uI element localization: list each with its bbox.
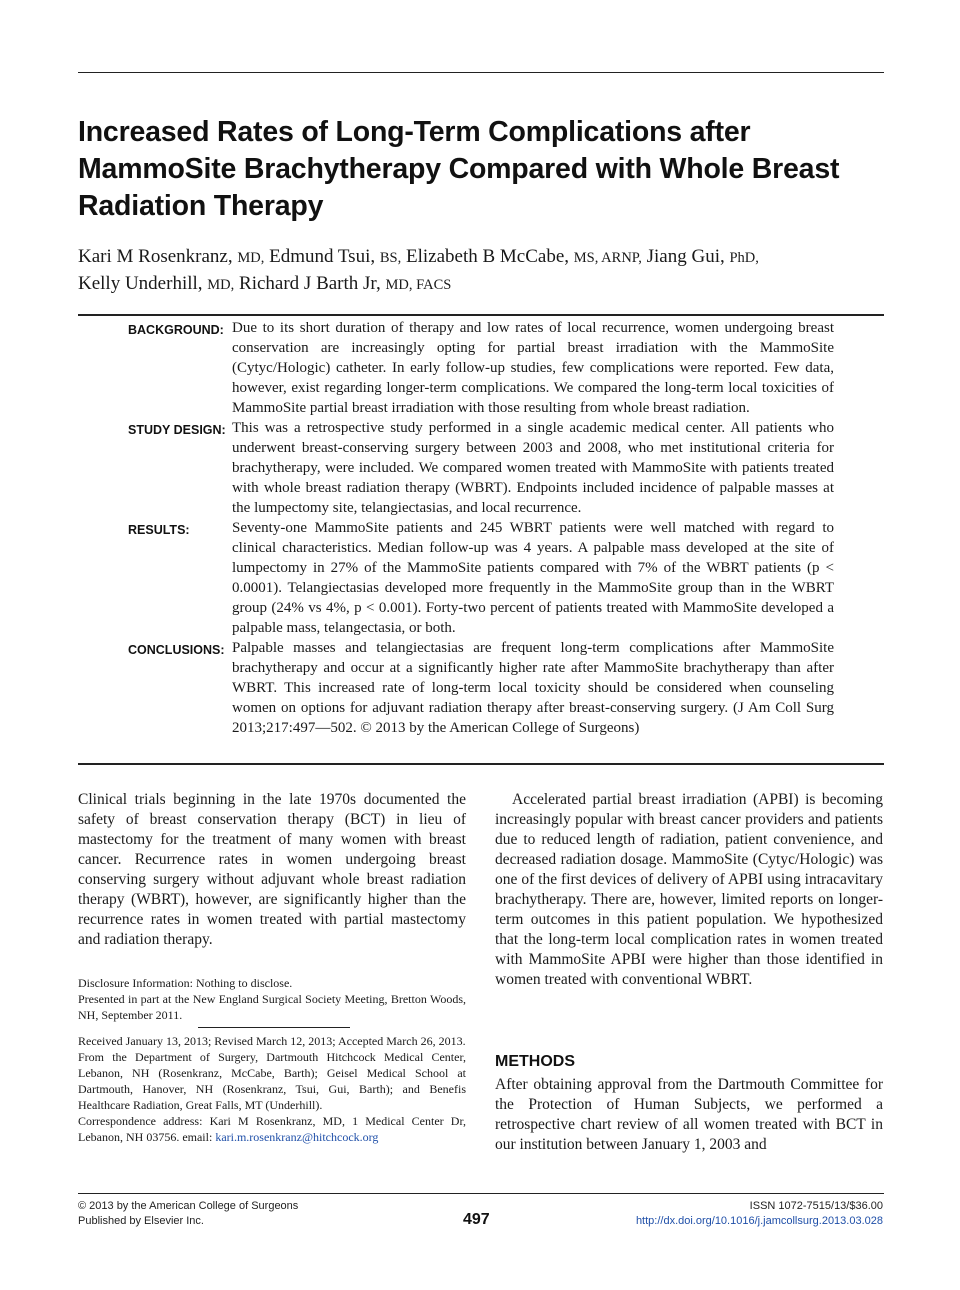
- methods-heading: METHODS: [495, 1053, 575, 1070]
- abstract-label: BACKGROUND:: [128, 323, 224, 337]
- correspondence: [78, 1113, 466, 1145]
- abstract-text: Palpable masses and telangiectasias are frequent long-term complications after MammoSite brachytherapy and occur at a significantly higher rate after MammoSite brachytherapy than after WBRT. This increased rate of long-term local toxicity should be considered when counseling women on options for adjuvant radiation therapy after breast-conserving surgery. (J Am Coll Surg 2013;217:497—502. © 2013 by the American College of Surgeons): [232, 640, 834, 736]
- author-degree: PhD,: [729, 250, 759, 266]
- author-degree: MD, FACS: [385, 277, 452, 293]
- affiliations: From the Department of Surgery, Dartmouth Hitchcock Medical Center, Lebanon, NH (Rosenkranz, McCabe, Barth); Geisel Medical School at Dartmouth, Hanover, NH (Rosenkranz, Tsui, Gui, Barth); and Benefis Healthcare Radiation, Great Falls, MT (Underhill).: [78, 1050, 466, 1112]
- abstract-section-conclusions: [78, 638, 884, 738]
- footer-rule: [78, 1193, 884, 1194]
- abstract-section-results: [78, 518, 884, 638]
- abstract-text: This was a retrospective study performed in a single academic medical center. All patients who underwent breast-conserving surgery between 2003 and 2008, who met institutional criteria for brachytherapy, were included. We compared women treated with MammoSite with patients treated with whole breast radiation therapy (WBRT). Endpoints included incidence of palpable masses at the lumpectomy site, telangiectasias, and local recurrence.: [232, 420, 834, 516]
- author-degree: MD,: [237, 250, 265, 266]
- abstract-text: Seventy-one MammoSite patients and 245 WBRT patients were well matched with regard to clinical characteristics. Median follow-up was 4 years. A palpable mass developed at the site of lumpectomy in 27% of the MammoSite patients compared with 7% of the WBRT patients (p < 0.0001). Telangiectasias developed more frequently in the MammoSite group than in the WBRT group (24% vs 4%, p < 0.001). Forty-two percent of patients treated with MammoSite developed a palpable mass, telangectasia, or both.: [232, 520, 834, 636]
- disclosure-notes: [78, 975, 466, 1023]
- abstract-label: CONCLUSIONS:: [128, 643, 225, 657]
- notes-divider: [198, 1027, 350, 1028]
- author-name: Jiang Gui,: [646, 246, 725, 267]
- abstract-label: STUDY DESIGN:: [128, 423, 226, 437]
- intro-paragraph: Accelerated partial breast irradiation (APBI) is becoming increasingly popular with breast cancer providers and patients due to reduced length of radiation, patient convenience, and decreased radiation dosage. MammoSite (Cytyc/Hologic) was one of the first devices of delivery of APBI using intracavitary brachytherapy. There are, however, limited reports on longer-term outcomes in this patient population. We hypothesized that the long-term local complication rates in women treated with MammoSite APBI were higher than those identified in women treated with conventional WBRT.: [495, 791, 883, 988]
- author-name: Kari M Rosenkranz,: [78, 246, 233, 267]
- author-name: Elizabeth B McCabe,: [405, 246, 570, 267]
- abstract-text: Due to its short duration of therapy and low rates of local recurrence, women undergoing breast conservation are increasingly opting for partial breast irradiation with the MammoSite (Cytyc/Hologic) catheter. In early follow-up studies, few complications were reported. Few data, however, exist regarding longer-term complications. We compared the long-term local toxicities of MammoSite partial breast irradiation with those resulting from whole breast radiation.: [232, 320, 834, 416]
- author-degree: BS,: [379, 250, 402, 266]
- article-notes: [78, 1033, 466, 1145]
- intro-left-column: [78, 790, 466, 950]
- author-degree: MS, ARNP,: [573, 250, 642, 266]
- abstract-label: RESULTS:: [128, 523, 190, 537]
- disclosure-info: Disclosure Information: Nothing to disclose.: [78, 976, 293, 990]
- methods-paragraph: After obtaining approval from the Dartmouth Committee for the Protection of Human Subjects, we performed a retrospective chart review of all women treated with BCT in our institution between January 1, 2003 and: [495, 1076, 883, 1153]
- intro-paragraph: Clinical trials beginning in the late 1970s documented the safety of breast conservation therapy (BCT) in lieu of mastectomy for the treatment of many women with breast cancer. Recurrence rates in women undergoing breast conserving surgery without adjuvant whole breast radiation therapy (WBRT), however, are significantly higher than the recurrence rates in women treated with partial mastectomy and radiation therapy.: [78, 791, 466, 948]
- author-degree: MD,: [207, 277, 235, 293]
- doi-link[interactable]: http://dx.doi.org/10.1016/j.jamcollsurg.2013.03.028: [635, 1215, 883, 1227]
- methods-column: [495, 1075, 883, 1155]
- footer-left: [78, 1199, 298, 1229]
- correspondence-text: Correspondence address: Kari M Rosenkranz, MD, 1 Medical Center Dr, Lebanon, NH 03756. email:: [78, 1114, 466, 1144]
- received-dates: Received January 13, 2013; Revised March 12, 2013; Accepted March 26, 2013.: [78, 1034, 466, 1048]
- author-name: Edmund Tsui,: [269, 246, 376, 267]
- abstract-top-rule: [78, 314, 884, 316]
- page-number: 497: [463, 1211, 490, 1228]
- presented-note: Presented in part at the New England Surgical Society Meeting, Bretton Woods, NH, September 2011.: [78, 992, 466, 1022]
- footer-right: [636, 1199, 883, 1229]
- copyright: © 2013 by the American College of Surgeons: [78, 1200, 299, 1212]
- abstract-bottom-rule: [78, 763, 884, 765]
- author-name: Kelly Underhill,: [78, 273, 203, 294]
- abstract: [78, 318, 884, 738]
- abstract-section-study-design: [78, 418, 884, 518]
- author-name: Richard J Barth Jr,: [239, 273, 381, 294]
- author-list: [78, 244, 878, 298]
- abstract-section-background: [78, 318, 884, 418]
- article-title: Increased Rates of Long-Term Complications after MammoSite Brachytherapy Compared with Whole Breast Radiation Therapy: [78, 116, 840, 222]
- intro-right-column: [495, 790, 883, 990]
- top-rule: [78, 72, 884, 73]
- publisher: Published by Elsevier Inc.: [78, 1215, 204, 1227]
- email-link[interactable]: kari.m.rosenkranz@hitchcock.org: [215, 1130, 379, 1144]
- issn: ISSN 1072-7515/13/$36.00: [749, 1200, 883, 1212]
